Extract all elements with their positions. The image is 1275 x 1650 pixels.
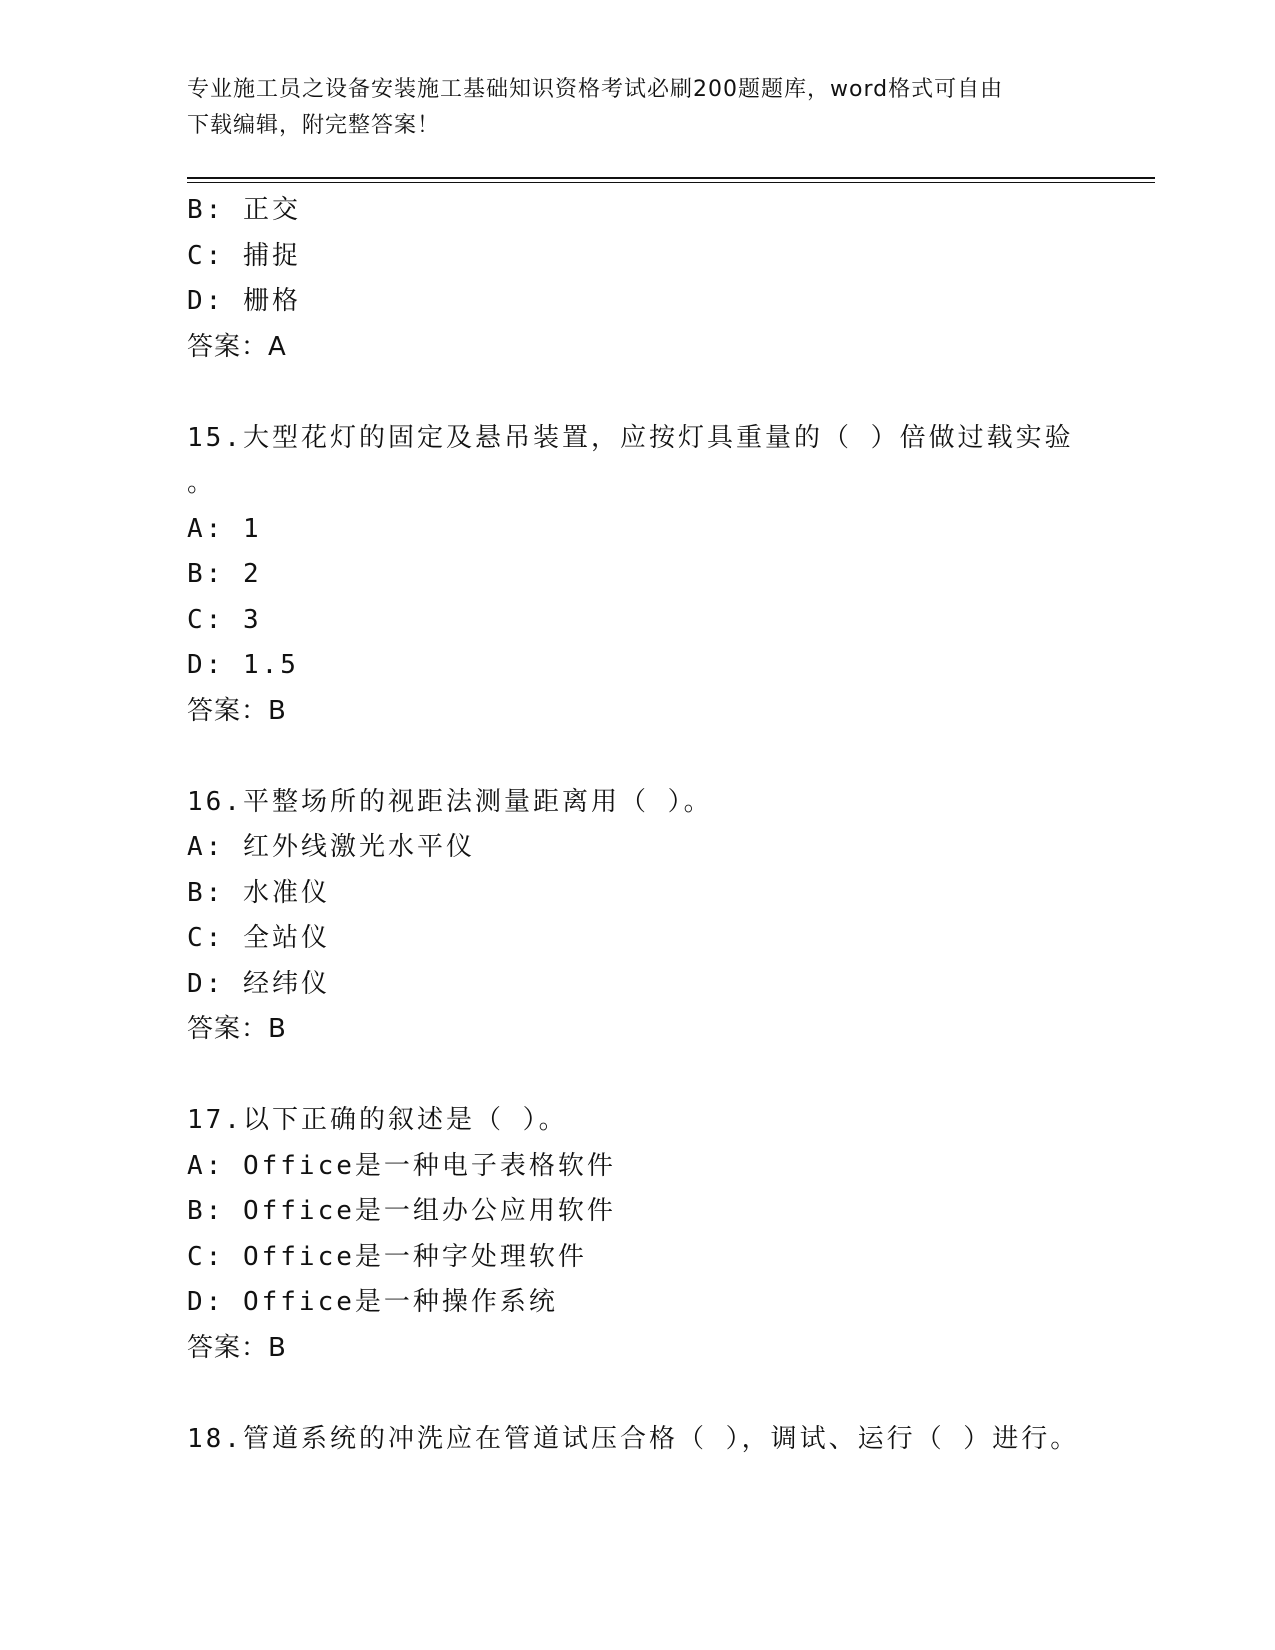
answer: 答案：B [187,1014,287,1044]
question-text: 17.以下正确的叙述是（ ）。 [187,1105,568,1135]
option-d: D: 栅格 [187,286,301,316]
option-c: C: 全站仪 [187,923,330,953]
option-a: A: 1 [187,513,262,544]
option-b: B: 正交 [187,195,301,225]
option-c: C: Office是一种字处理软件 [187,1241,587,1272]
document-header [187,72,1067,144]
question-text-continued: 。 [187,468,217,498]
header-line-1: 专业施工员之设备安装施工基础知识资格考试必刷200题题库，word格式可自由 [187,77,1004,102]
option-a: A: 红外线激光水平仪 [187,832,475,862]
question-17 [187,1098,1155,1371]
option-d: D: 1.5 [187,650,299,680]
question-text: 15.大型花灯的固定及悬吊装置，应按灯具重量的（ ）倍做过载实验 [187,422,1074,453]
question-14 [187,188,1155,370]
option-c: C: 3 [187,604,262,635]
answer: 答案：A [187,331,287,362]
question-text: 18.管道系统的冲洗应在管道试压合格（ ），调试、运行（ ）进行。 [187,1423,1080,1454]
header-rule-thick [187,177,1155,179]
option-b: B: Office是一组办公应用软件 [187,1196,616,1226]
header-rule-thin [187,182,1155,183]
option-d: D: 经纬仪 [187,968,330,999]
header-line-2: 下载编辑，附完整答案！ [187,113,441,138]
answer: 答案：B [187,1332,287,1363]
option-a: A: Office是一种电子表格软件 [187,1150,616,1181]
option-b: B: 水准仪 [187,877,330,908]
question-text: 16.平整场所的视距法测量距离用（ ）。 [187,786,713,817]
option-b: B: 2 [187,559,262,589]
question-16 [187,780,1155,1053]
question-18 [187,1417,1155,1463]
question-content [187,188,1155,1462]
question-15 [187,416,1155,735]
option-d: D: Office是一种操作系统 [187,1287,558,1317]
option-c: C: 捕捉 [187,240,301,271]
answer: 答案：B [187,695,287,726]
